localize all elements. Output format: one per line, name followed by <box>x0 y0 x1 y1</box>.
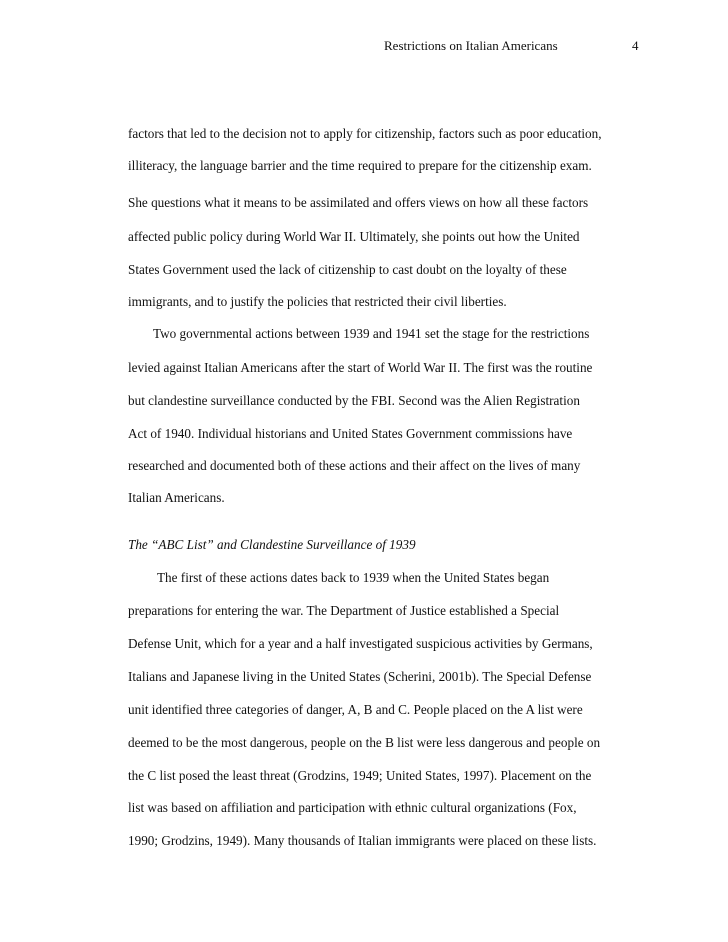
paragraph-2-line-6: Italian Americans. <box>128 490 225 505</box>
page-number: 4 <box>632 38 639 53</box>
paragraph-3-line-7: the C list posed the least threat (Grodzins, 1949; United States, 1997). Placement on the <box>128 768 592 783</box>
paragraph-2-line-4: Act of 1940. Individual historians and United States Government commissions have <box>128 426 573 441</box>
running-header <box>0 38 728 58</box>
paragraph-2-line-5: researched and documented both of these actions and their affect on the lives of many <box>128 458 581 473</box>
paragraph-2-line-2: levied against Italian Americans after the start of World War II. The first was the routine <box>128 360 593 375</box>
paragraph-3-line-4: Italians and Japanese living in the United States (Scherini, 2001b). The Special Defense <box>128 669 592 684</box>
paragraph-3-line-8: list was based on affiliation and participation with ethnic cultural organizations (Fox, <box>128 800 577 815</box>
paragraph-3-line-1: The first of these actions dates back to 1939 when the United States began <box>157 570 550 585</box>
paragraph-1-line-6: immigrants, and to justify the policies that restricted their civil liberties. <box>128 294 507 309</box>
paragraph-1-line-3: She questions what it means to be assimilated and offers views on how all these factors <box>128 195 589 210</box>
paragraph-3-line-9: 1990; Grodzins, 1949). Many thousands of Italian immigrants were placed on these lists. <box>128 833 597 848</box>
running-head-title: Restrictions on Italian Americans <box>384 38 558 53</box>
section-heading: The “ABC List” and Clandestine Surveillance of 1939 <box>128 537 416 552</box>
paragraph-1-line-4: affected public policy during World War II. Ultimately, she points out how the United <box>128 229 580 244</box>
paragraph-1-line-2: illiteracy, the language barrier and the time required to prepare for the citizenship exam. <box>128 158 592 173</box>
paragraph-1-line-1: factors that led to the decision not to apply for citizenship, factors such as poor education, <box>128 126 602 141</box>
paragraph-3-line-3: Defense Unit, which for a year and a half investigated suspicious activities by Germans, <box>128 636 593 651</box>
paragraph-2-line-3: but clandestine surveillance conducted by the FBI. Second was the Alien Registration <box>128 393 580 408</box>
paragraph-3-line-2: preparations for entering the war. The Department of Justice established a Special <box>128 603 560 618</box>
paragraph-3-line-6: deemed to be the most dangerous, people on the B list were less dangerous and people on <box>128 735 601 750</box>
paragraph-1-line-5: States Government used the lack of citizenship to cast doubt on the loyalty of these <box>128 262 567 277</box>
paragraph-2-line-1: Two governmental actions between 1939 and 1941 set the stage for the restrictions <box>153 326 590 341</box>
paragraph-3-line-5: unit identified three categories of danger, A, B and C. People placed on the A list were <box>128 702 583 717</box>
